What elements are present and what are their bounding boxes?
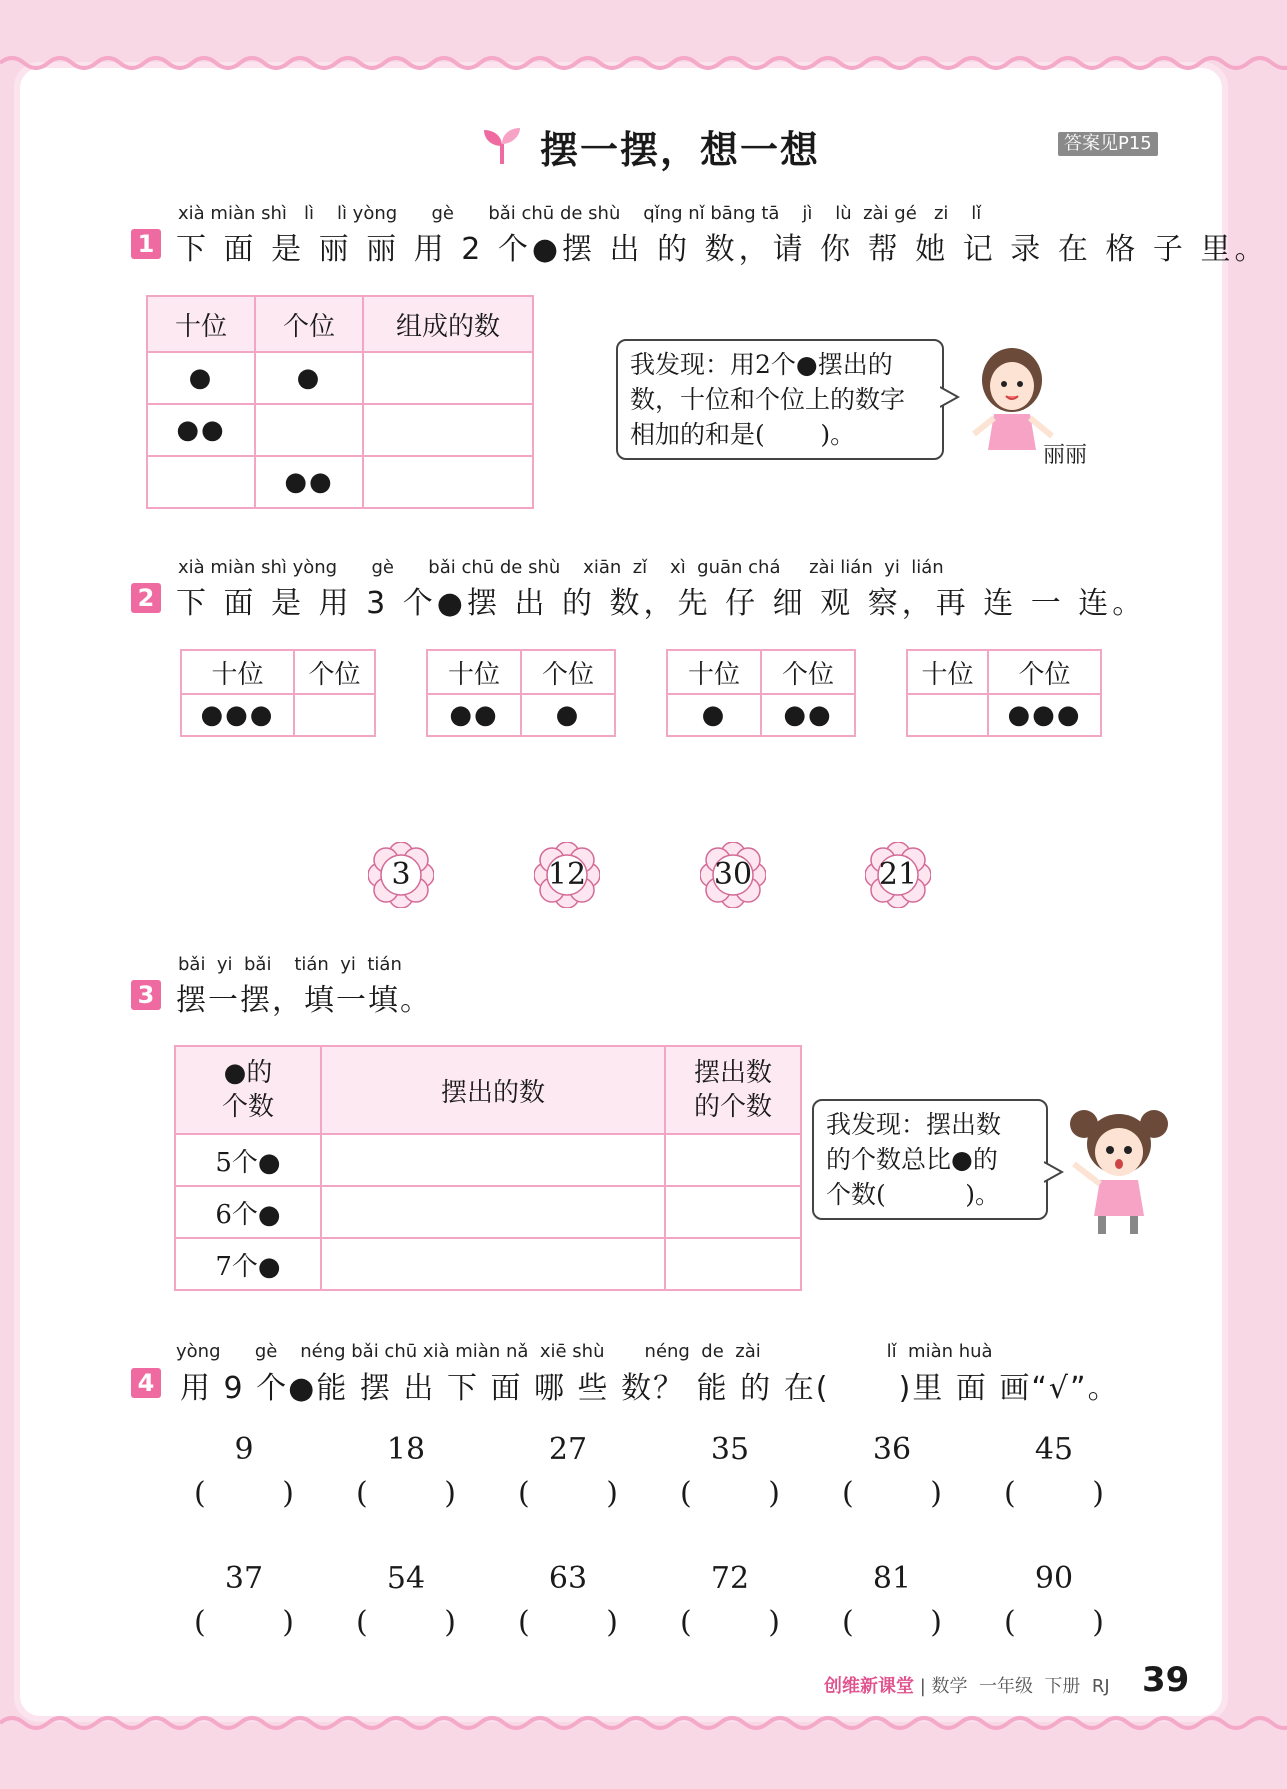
flower-number-12[interactable]	[534, 842, 600, 908]
paren-open: (	[356, 1605, 368, 1640]
paren-close: )	[444, 1476, 456, 1511]
q4-item-54[interactable]	[350, 1561, 462, 1640]
footer-info: | 数学 一年级 下册 RJ	[914, 1676, 1110, 1697]
bubble-tail	[1044, 1160, 1064, 1184]
card-ones-dots	[294, 694, 375, 736]
paren-open: (	[518, 1476, 530, 1511]
q1-r3-answer[interactable]	[363, 456, 533, 508]
q3-count-answer[interactable]	[665, 1186, 801, 1238]
paren-close: )	[930, 1605, 942, 1640]
q4-badge: 4	[131, 1368, 161, 1398]
q4-item-18[interactable]	[350, 1432, 462, 1511]
q2-card-2[interactable]	[426, 649, 616, 737]
wavy-border-bottom	[0, 1712, 1287, 1734]
paren-close: )	[930, 1476, 942, 1511]
paren-close: )	[1092, 1476, 1104, 1511]
card-ones-dots: ●	[521, 694, 615, 736]
table-row	[175, 1238, 801, 1290]
q3-header-amount-line1: 摆出数	[693, 1058, 772, 1088]
q4-item-90[interactable]	[998, 1561, 1110, 1640]
q4-item-27[interactable]	[512, 1432, 624, 1511]
footer	[824, 1672, 1110, 1698]
q2-card-1[interactable]	[180, 649, 376, 737]
q3-row-label: 7个●	[175, 1238, 321, 1290]
card-tens-dots	[907, 694, 988, 736]
q3-speech-bubble: 我发现：摆出数 的个数总比●的 个数( )。	[812, 1099, 1048, 1220]
card-tens-dots: ●●	[427, 694, 521, 736]
q4-number: 63	[548, 1561, 588, 1596]
paren-open: (	[680, 1605, 692, 1640]
table-row	[147, 456, 533, 508]
paren-close: )	[768, 1605, 780, 1640]
q3-numbers-answer[interactable]	[321, 1186, 665, 1238]
q2-card-3[interactable]	[666, 649, 856, 737]
q3-table	[174, 1045, 802, 1291]
q2-card-4[interactable]	[906, 649, 1102, 737]
card-header-tens: 十位	[427, 650, 521, 694]
card-header-ones: 个位	[294, 650, 375, 694]
table-row	[147, 404, 533, 456]
q4-item-63[interactable]	[512, 1561, 624, 1640]
q3-row-label: 6个●	[175, 1186, 321, 1238]
paren-close: )	[282, 1605, 294, 1640]
paren-open: (	[680, 1476, 692, 1511]
footer-brand: 创维新课堂	[824, 1676, 914, 1697]
q2-badge: 2	[131, 583, 161, 613]
q1-badge: 1	[131, 229, 161, 259]
q4-pinyin: yòng gè néng bǎi chū xià miàn nǎ xiē shù néng de zài lǐ miàn huà	[176, 1341, 993, 1362]
q3-header-count-line2: 个数	[221, 1092, 274, 1122]
q3-pinyin: bǎi yi bǎi tián yi tián	[178, 954, 402, 975]
q1-r3-tens	[147, 456, 255, 508]
q2-text: 下 面 是 用 3 个●摆 出 的 数，先 仔 细 观 察，再 连 一 连。	[176, 586, 1147, 621]
paren-open: (	[356, 1476, 368, 1511]
card-header-ones: 个位	[988, 650, 1101, 694]
paren-open: (	[1004, 1605, 1016, 1640]
title-row	[480, 116, 820, 176]
q1-pinyin: xià miàn shì lì lì yòng gè bǎi chū de shù qǐng nǐ bāng tā jì lù zài gé zi lǐ	[178, 203, 982, 224]
card-header-ones: 个位	[521, 650, 615, 694]
paren-close: )	[1092, 1605, 1104, 1640]
q1-r2-ones	[255, 404, 363, 456]
q3-header-numbers: 摆出的数	[321, 1046, 665, 1134]
flower-label: 30	[713, 857, 753, 892]
q4-number: 54	[386, 1561, 426, 1596]
q3-badge: 3	[131, 980, 161, 1010]
paren-open: (	[1004, 1476, 1016, 1511]
character-name: 丽丽	[1043, 443, 1088, 468]
card-tens-dots: ●	[667, 694, 761, 736]
paren-close: )	[606, 1605, 618, 1640]
q4-number: 36	[872, 1432, 912, 1467]
q4-item-81[interactable]	[836, 1561, 948, 1640]
flower-label: 3	[391, 857, 411, 892]
q4-item-45[interactable]	[998, 1432, 1110, 1511]
q3-numbers-answer[interactable]	[321, 1238, 665, 1290]
q1-header-number: 组成的数	[363, 296, 533, 352]
q1-r2-answer[interactable]	[363, 404, 533, 456]
flower-number-21[interactable]	[865, 842, 931, 908]
card-header-ones: 个位	[761, 650, 855, 694]
q4-number: 35	[710, 1432, 750, 1467]
q3-count-answer[interactable]	[665, 1238, 801, 1290]
paren-open: (	[842, 1476, 854, 1511]
flower-label: 21	[878, 857, 918, 892]
table-row	[147, 352, 533, 404]
wavy-border-top	[0, 52, 1287, 74]
q1-speech-bubble: 我发现：用2个●摆出的 数，十位和个位上的数字 相加的和是( )。	[616, 339, 944, 460]
q4-item-36[interactable]	[836, 1432, 948, 1511]
q4-text: 用 9 个●能 摆 出 下 面 哪 些 数？ 能 的 在( )里 面 画“√”。	[180, 1371, 1120, 1406]
q4-item-35[interactable]	[674, 1432, 786, 1511]
q4-number: 27	[548, 1432, 588, 1467]
q4-number: 81	[872, 1561, 912, 1596]
girl-illustration	[1062, 1098, 1174, 1238]
q3-header-amount	[665, 1046, 801, 1134]
q1-r2-tens: ●●	[147, 404, 255, 456]
q1-r1-answer[interactable]	[363, 352, 533, 404]
table-row	[175, 1134, 801, 1186]
card-header-tens: 十位	[181, 650, 294, 694]
card-tens-dots: ●●●	[181, 694, 294, 736]
flower-number-30[interactable]	[700, 842, 766, 908]
paren-open: (	[842, 1605, 854, 1640]
q2-pinyin: xià miàn shì yòng gè bǎi chū de shù xiān zǐ xì guān chá zài lián yi lián	[178, 557, 944, 578]
q4-number: 90	[1034, 1561, 1074, 1596]
q3-header-count	[175, 1046, 321, 1134]
page-number: 39	[1142, 1660, 1190, 1700]
table-row	[175, 1186, 801, 1238]
page-title: 摆一摆，想一想	[540, 127, 821, 172]
paren-close: )	[444, 1605, 456, 1640]
card-ones-dots: ●●●	[988, 694, 1101, 736]
card-ones-dots: ●●	[761, 694, 855, 736]
card-header-tens: 十位	[907, 650, 988, 694]
q4-item-37[interactable]	[188, 1561, 300, 1640]
q4-number: 9	[234, 1432, 254, 1467]
q4-item-9[interactable]	[188, 1432, 300, 1511]
sprout-icon	[480, 124, 524, 168]
q3-header-count-line1: ●的	[223, 1058, 273, 1088]
paren-open: (	[194, 1476, 206, 1511]
flower-number-3[interactable]	[368, 842, 434, 908]
q1-r3-ones: ●●	[255, 456, 363, 508]
q4-number: 45	[1034, 1432, 1074, 1467]
q3-row-label: 5个●	[175, 1134, 321, 1186]
bubble-tail	[940, 385, 960, 409]
answer-reference: 答案见P15	[1058, 132, 1158, 156]
paren-close: )	[768, 1476, 780, 1511]
q1-text: 下 面 是 丽 丽 用 2 个●摆 出 的 数，请 你 帮 她 记 录 在 格 子 里。	[176, 232, 1269, 267]
q4-number: 37	[224, 1561, 264, 1596]
q1-header-ones: 个位	[255, 296, 363, 352]
q4-number: 72	[710, 1561, 750, 1596]
q3-header-amount-line2: 的个数	[693, 1092, 772, 1122]
q1-table	[146, 295, 534, 509]
q3-text: 摆一摆，填一填。	[176, 983, 432, 1018]
q1-r1-tens: ●	[147, 352, 255, 404]
card-header-tens: 十位	[667, 650, 761, 694]
q4-number: 18	[386, 1432, 426, 1467]
q4-item-72[interactable]	[674, 1561, 786, 1640]
paren-close: )	[282, 1476, 294, 1511]
q1-header-tens: 十位	[147, 296, 255, 352]
paren-close: )	[606, 1476, 618, 1511]
paren-open: (	[194, 1605, 206, 1640]
paren-open: (	[518, 1605, 530, 1640]
q3-count-answer[interactable]	[665, 1134, 801, 1186]
q3-numbers-answer[interactable]	[321, 1134, 665, 1186]
q1-r1-ones: ●	[255, 352, 363, 404]
flower-label: 12	[547, 857, 587, 892]
